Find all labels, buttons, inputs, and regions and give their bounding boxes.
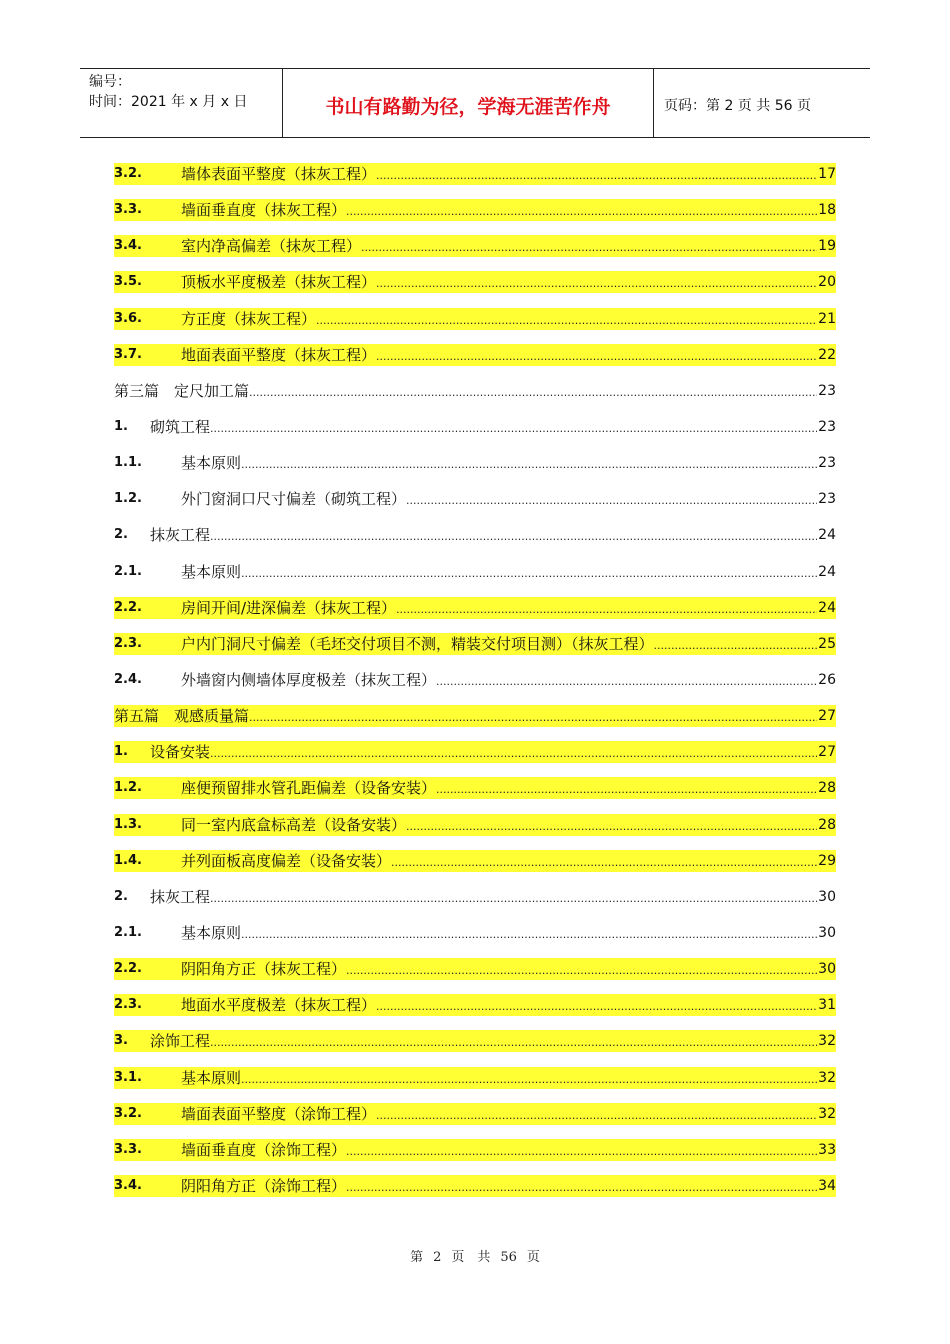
toc-entry-page: 25 — [818, 635, 836, 652]
toc-entry[interactable] — [114, 409, 836, 445]
code-label: 编号： — [89, 74, 131, 90]
toc-entry[interactable] — [114, 807, 836, 843]
toc-entry-line — [114, 922, 836, 944]
toc-entry-title: 墙面表面平整度（涂饰工程） — [181, 1104, 377, 1123]
toc-entry-page: 23 — [818, 491, 836, 508]
toc-entry-line — [114, 777, 836, 799]
toc-entry-title: 座便预留排水管孔距偏差（设备安装） — [181, 779, 437, 798]
toc-entry-title: 墙体表面平整度（抹灰工程） — [181, 165, 377, 184]
toc-entry-number: 2.3. — [114, 997, 142, 1013]
toc-entry-title: 同一室内底盒标高差（设备安装） — [181, 815, 407, 834]
toc-dot-leader — [210, 890, 817, 908]
toc-entry[interactable] — [114, 517, 836, 553]
toc-entry-title: 砌筑工程 — [150, 418, 211, 437]
toc-entry-title: 阴阳角方正（抹灰工程） — [181, 960, 347, 979]
toc-dot-leader — [346, 1143, 817, 1161]
toc-entry[interactable] — [114, 626, 836, 662]
toc-entry-title: 墙面垂直度（抹灰工程） — [181, 201, 347, 220]
toc-entry-line — [114, 561, 836, 583]
toc-entry-title: 室内净高偏差（抹灰工程） — [181, 237, 362, 256]
toc-entry-number: 2.1. — [114, 925, 142, 941]
toc-entry[interactable] — [114, 734, 836, 770]
footer-page: 2 — [433, 1250, 442, 1265]
toc-entry[interactable] — [114, 337, 836, 373]
toc-entry-line — [114, 380, 836, 402]
toc-entry-title: 墙面垂直度（涂饰工程） — [181, 1140, 347, 1159]
toc-entry-number: 3.2. — [114, 166, 142, 182]
toc-entry-page: 18 — [818, 202, 836, 219]
toc-entry[interactable] — [114, 481, 836, 517]
table-of-contents — [114, 156, 836, 1204]
toc-entry-number: 3.6. — [114, 310, 142, 326]
toc-entry-number: 2. — [114, 888, 128, 904]
toc-entry-line — [114, 199, 836, 221]
toc-entry-number: 3.3. — [114, 1141, 142, 1157]
toc-dot-leader — [376, 275, 817, 293]
toc-entry-number: 2.2. — [114, 961, 142, 977]
toc-entry-line — [114, 597, 836, 619]
toc-entry-page: 26 — [818, 672, 836, 689]
toc-entry-page: 23 — [818, 455, 836, 472]
toc-entry[interactable] — [114, 192, 836, 228]
toc-entry[interactable] — [114, 228, 836, 264]
toc-dot-leader — [316, 312, 817, 330]
toc-entry-page: 19 — [818, 238, 836, 255]
toc-entry-page: 32 — [818, 1033, 836, 1050]
toc-entry[interactable] — [114, 590, 836, 626]
toc-entry-title: 房间开间/进深偏差（抹灰工程） — [181, 598, 397, 617]
toc-entry-page: 30 — [818, 925, 836, 942]
toc-entry-page: 24 — [818, 563, 836, 580]
toc-entry[interactable] — [114, 698, 836, 734]
toc-entry-title: 抹灰工程 — [150, 887, 211, 906]
toc-entry-page: 22 — [818, 346, 836, 363]
toc-entry[interactable] — [114, 1023, 836, 1059]
toc-entry-number: 3.4. — [114, 238, 142, 254]
toc-dot-leader — [376, 167, 817, 185]
toc-entry[interactable] — [114, 1168, 836, 1204]
toc-entry-line — [114, 344, 836, 366]
toc-dot-leader — [241, 456, 817, 474]
toc-entry-page: 28 — [818, 780, 836, 797]
toc-entry-line — [114, 705, 836, 727]
toc-entry[interactable] — [114, 987, 836, 1023]
toc-dot-leader — [376, 998, 817, 1016]
toc-dot-leader — [391, 854, 817, 872]
toc-entry-title: 基本原则 — [181, 562, 242, 581]
toc-entry-line — [114, 271, 836, 293]
toc-entry-line — [114, 958, 836, 980]
toc-entry-title: 抹灰工程 — [150, 526, 211, 545]
toc-entry-number: 2.4. — [114, 672, 142, 688]
toc-entry-line — [114, 1103, 836, 1125]
toc-entry-title: 户内门洞尺寸偏差（毛坯交付项目不测，精装交付项目测）（抹灰工程） — [181, 634, 654, 653]
toc-entry[interactable] — [114, 843, 836, 879]
footer-total: 56 — [500, 1250, 517, 1265]
toc-entry-number: 2.2. — [114, 599, 142, 615]
toc-entry-number: 3.3. — [114, 202, 142, 218]
toc-entry-line — [114, 850, 836, 872]
page-footer — [0, 1246, 950, 1265]
toc-entry-page: 20 — [818, 274, 836, 291]
toc-entry-number: 1.1. — [114, 455, 142, 471]
toc-dot-leader — [210, 528, 817, 546]
toc-entry-title: 阴阳角方正（涂饰工程） — [181, 1177, 347, 1195]
toc-entry[interactable] — [114, 1132, 836, 1168]
toc-entry-page: 32 — [818, 1105, 836, 1122]
toc-entry-number: 3.5. — [114, 274, 142, 290]
toc-dot-leader — [210, 1034, 817, 1052]
header-page-info: 页码：第 2 页 共 56 页 — [664, 98, 811, 114]
toc-entry[interactable] — [114, 1060, 836, 1096]
toc-entry-page: 27 — [818, 744, 836, 761]
toc-entry-page: 31 — [818, 997, 836, 1014]
toc-entry-title: 地面水平度极差（抹灰工程） — [181, 996, 377, 1015]
toc-entry-title: 第三篇 定尺加工篇 — [114, 381, 250, 400]
toc-entry-page: 23 — [818, 382, 836, 399]
toc-entry-line — [114, 1030, 836, 1052]
toc-entry[interactable] — [114, 264, 836, 300]
toc-entry-line — [114, 235, 836, 257]
toc-dot-leader — [406, 818, 817, 836]
toc-entry-page: 30 — [818, 888, 836, 905]
toc-entry[interactable] — [114, 662, 836, 698]
toc-entry-number: 3. — [114, 1033, 128, 1049]
toc-entry-number: 1. — [114, 744, 128, 760]
toc-entry-title: 地面表面平整度（抹灰工程） — [181, 345, 377, 364]
toc-entry[interactable] — [114, 445, 836, 481]
toc-entry-line — [114, 308, 836, 330]
time-label: 时间：2021 年 x 月 x 日 — [89, 94, 248, 110]
footer-suffix: 页 — [526, 1250, 540, 1265]
toc-entry-title: 顶板水平度极差（抹灰工程） — [181, 273, 377, 292]
toc-dot-leader — [346, 962, 817, 980]
toc-entry[interactable] — [114, 915, 836, 951]
toc-entry-page: 24 — [818, 599, 836, 616]
toc-dot-leader — [406, 492, 817, 510]
toc-entry[interactable] — [114, 879, 836, 915]
footer-prefix: 第 — [410, 1250, 424, 1265]
toc-dot-leader — [376, 348, 817, 366]
toc-entry-number: 1.3. — [114, 816, 142, 832]
toc-entry-line — [114, 886, 836, 908]
toc-entry-number: 1.2. — [114, 491, 142, 507]
toc-entry[interactable] — [114, 1096, 836, 1132]
toc-entry-line — [114, 669, 836, 691]
toc-entry-number: 1.2. — [114, 780, 142, 796]
page-header — [80, 68, 870, 138]
toc-entry-page: 30 — [818, 961, 836, 978]
toc-entry-line — [114, 1139, 836, 1161]
toc-dot-leader — [346, 1179, 817, 1197]
toc-entry-title: 外门窗洞口尺寸偏差（砌筑工程） — [181, 490, 407, 509]
toc-entry-number: 2. — [114, 527, 128, 543]
toc-entry-line — [114, 488, 836, 510]
toc-dot-leader — [241, 565, 817, 583]
toc-dot-leader — [241, 926, 817, 944]
toc-dot-leader — [436, 673, 817, 691]
toc-entry-title: 基本原则 — [181, 1068, 242, 1087]
toc-entry-page: 21 — [818, 310, 836, 327]
toc-dot-leader — [346, 203, 817, 221]
toc-entry-line — [114, 163, 836, 185]
header-motto: 书山有路勤为径，学海无涯苦作舟 — [282, 69, 654, 137]
toc-entry-line — [114, 1175, 836, 1197]
toc-entry-page: 17 — [818, 166, 836, 183]
toc-dot-leader — [361, 239, 817, 257]
toc-entry[interactable] — [114, 554, 836, 590]
toc-entry-title: 涂饰工程 — [150, 1032, 211, 1051]
toc-entry[interactable] — [114, 951, 836, 987]
toc-entry-title: 外墙窗内侧墙体厚度极差（抹灰工程） — [181, 671, 437, 690]
toc-entry-number: 3.1. — [114, 1069, 142, 1085]
toc-entry-title: 并列面板高度偏差（设备安装） — [181, 851, 392, 870]
toc-entry-title: 设备安装 — [150, 743, 211, 762]
toc-entry-page: 32 — [818, 1069, 836, 1086]
toc-entry-number: 3.7. — [114, 346, 142, 362]
toc-entry-number: 1. — [114, 419, 128, 435]
toc-entry-number: 2.3. — [114, 635, 142, 651]
toc-entry[interactable] — [114, 373, 836, 409]
toc-dot-leader — [654, 637, 818, 655]
toc-dot-leader — [210, 420, 817, 438]
toc-entry-line — [114, 452, 836, 474]
toc-entry-line — [114, 1067, 836, 1089]
toc-entry-page: 28 — [818, 816, 836, 833]
toc-entry[interactable] — [114, 156, 836, 192]
toc-entry-line — [114, 524, 836, 546]
toc-entry-number: 2.1. — [114, 563, 142, 579]
toc-dot-leader — [210, 745, 817, 763]
toc-dot-leader — [249, 709, 817, 727]
toc-dot-leader — [396, 601, 817, 619]
toc-entry-title: 基本原则 — [181, 454, 242, 473]
toc-dot-leader — [249, 384, 817, 402]
toc-dot-leader — [241, 1071, 817, 1089]
toc-entry[interactable] — [114, 770, 836, 806]
toc-entry-page: 34 — [818, 1178, 836, 1194]
toc-entry-line — [114, 814, 836, 836]
toc-entry-title: 基本原则 — [181, 924, 242, 943]
toc-entry-page: 24 — [818, 527, 836, 544]
toc-entry-title: 第五篇 观感质量篇 — [114, 707, 250, 726]
toc-entry[interactable] — [114, 301, 836, 337]
toc-entry-line — [114, 416, 836, 438]
footer-mid: 页 共 — [451, 1250, 491, 1265]
toc-entry-title: 方正度（抹灰工程） — [181, 309, 317, 328]
toc-dot-leader — [376, 1107, 817, 1125]
toc-entry-line — [114, 633, 836, 655]
toc-entry-line — [114, 994, 836, 1016]
toc-entry-page: 33 — [818, 1141, 836, 1158]
toc-entry-page: 29 — [818, 852, 836, 869]
toc-entry-page: 23 — [818, 419, 836, 436]
header-left-cell — [80, 69, 282, 137]
toc-dot-leader — [436, 781, 817, 799]
toc-entry-line — [114, 741, 836, 763]
toc-entry-number: 3.2. — [114, 1105, 142, 1121]
toc-entry-number: 1.4. — [114, 852, 142, 868]
toc-entry-page: 27 — [818, 708, 836, 725]
toc-entry-number: 3.4. — [114, 1178, 142, 1193]
